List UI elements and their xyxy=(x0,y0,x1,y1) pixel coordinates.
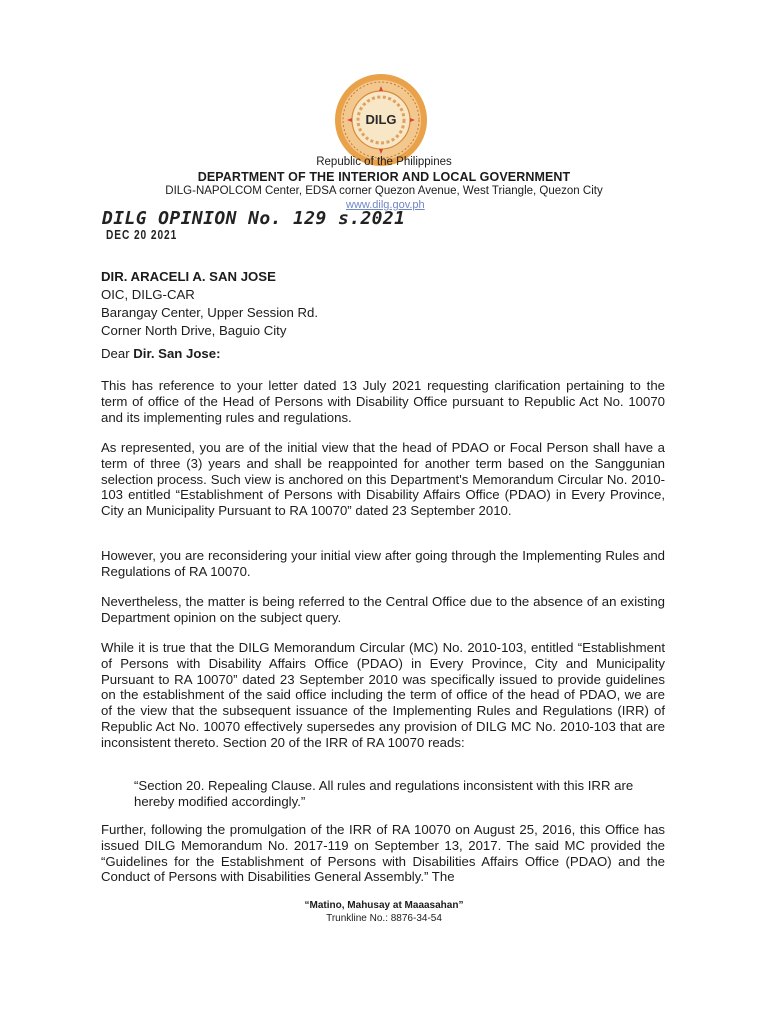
salutation xyxy=(101,346,220,361)
paragraph-4: Nevertheless, the matter is being referred to the Central Office due to the absence of an existing Department opinion on the subject query. xyxy=(101,594,665,625)
department-name: DEPARTMENT OF THE INTERIOR AND LOCAL GOVERNMENT xyxy=(197,170,571,184)
date-stamp: DEC 20 2021 xyxy=(106,227,178,242)
paragraph-5: While it is true that the DILG Memorandum Circular (MC) No. 2010-103, entitled “Establishment of Persons with Disability Affairs Office (PDAO) in Every Province, City and Municipality Pursuant to RA 10070” dated 23 September 2010 was specifically issued to provide guidelines on the establishment of the said office including the term of office of the head of PDAO, we are of the view that the subsequent issuance of the Implementing Rules and Regulations (IRR) of Republic Act No. 10070 effectively supersedes any provision of DILG MC No. 2010-103 that are inconsistent thereto. Section 20 of the IRR of RA 10070 reads: xyxy=(101,640,665,750)
footer-trunkline: Trunkline No.: 8876-34-54 xyxy=(326,913,442,924)
seal-text: DILG xyxy=(365,112,397,127)
addressee-block xyxy=(101,268,318,340)
addressee-address-line-1: Barangay Center, Upper Session Rd. xyxy=(101,305,318,320)
paragraph-6: Further, following the promulgation of the IRR of RA 10070 on August 25, 2016, this Office has issued DILG Memorandum No. 2017-119 on September 13, 2017. The said MC provided the “Guidelines for the Establishment of Persons with Disabilities Affairs Office (PDAO) and the Conduct of Persons with Disabilities General Assembly.” The xyxy=(101,822,665,885)
republic-line: Republic of the Philippines xyxy=(316,156,452,168)
addressee-name: DIR. ARACELI A. SAN JOSE xyxy=(101,269,276,284)
addressee-address-line-2: Corner North Drive, Baguio City xyxy=(101,323,287,338)
dilg-seal-logo xyxy=(333,72,429,168)
footer-motto: “Matino, Mahusay at Maaasahan” xyxy=(304,900,464,911)
quoted-section-20: “Section 20. Repealing Clause. All rules and regulations inconsistent with this IRR are hereby modified accordingly.” xyxy=(134,778,634,809)
paragraph-1: This has reference to your letter dated 13 July 2021 requesting clarification pertaining to the term of office of the Head of Persons with Disability Office pursuant to Republic Act No. 10070 and its implementing rules and regulations. xyxy=(101,378,665,425)
opinion-title: DILG OPINION No. 129 s.2021 xyxy=(102,208,406,229)
paragraph-2: As represented, you are of the initial view that the head of PDAO or Focal Person shall have a term of three (3) years and shall be reappointed for another term based on the Sanggunian selection process. Such view is anchored on this Department's Memorandum Circular No. 2010-103 entitled “Establishment of Persons with Disability Affairs Office (PDAO) in Every Province, City an Municipality Pursuant to RA 10070” dated 23 September 2010. xyxy=(101,440,665,519)
salutation-name: Dir. San Jose: xyxy=(133,346,221,361)
salutation-prefix: Dear xyxy=(101,346,134,361)
website-link[interactable]: www.dilg.gov.ph xyxy=(346,199,425,211)
paragraph-3: However, you are reconsidering your initial view after going through the Implementing Rules and Regulations of RA 10070. xyxy=(101,548,665,579)
department-address: DILG-NAPOLCOM Center, EDSA corner Quezon Avenue, West Triangle, Quezon City xyxy=(165,185,603,197)
addressee-position: OIC, DILG-CAR xyxy=(101,287,195,302)
